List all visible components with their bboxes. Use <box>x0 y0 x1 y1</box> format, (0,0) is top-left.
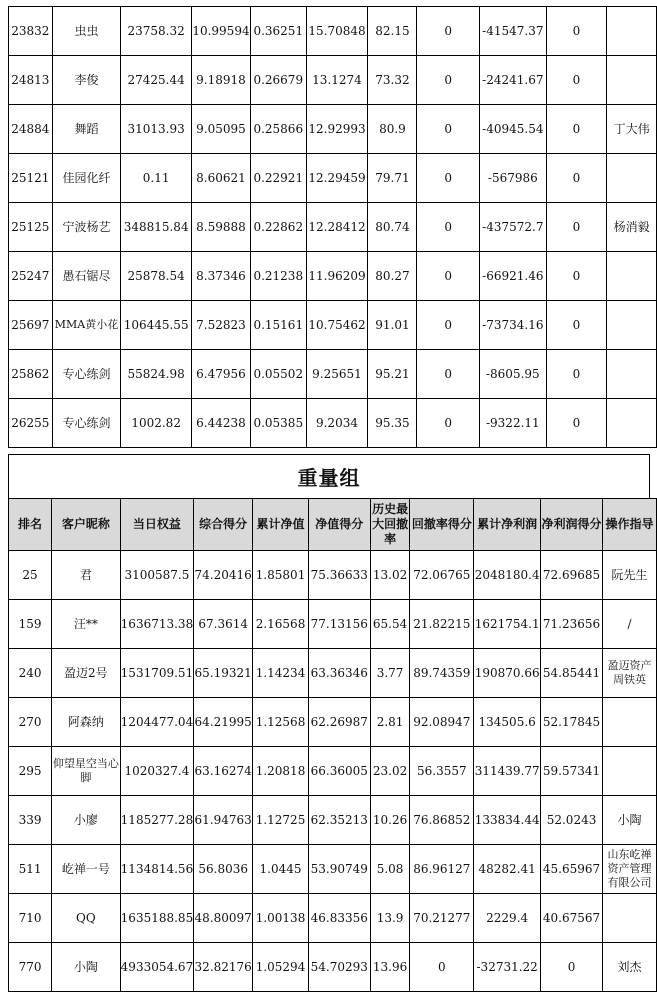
cell-guide <box>607 252 657 301</box>
cell-max-dd: 65.54 <box>370 600 410 649</box>
cell-max-dd: 0 <box>417 7 480 56</box>
cell-net-profit: -8605.95 <box>479 350 546 399</box>
cell-guide <box>602 698 656 747</box>
cell-guide <box>602 894 656 943</box>
cell-max-dd: 23.02 <box>370 747 410 796</box>
cell-dd-score: 21.82215 <box>410 600 474 649</box>
cell-nav-score: 77.13156 <box>308 600 370 649</box>
cell-np-score: 52.0243 <box>541 796 603 845</box>
cell-max-dd: 0 <box>417 105 480 154</box>
cell-name: 舞蹈 <box>52 105 121 154</box>
cell-rank: 23832 <box>9 7 53 56</box>
cell-name: 李俊 <box>52 56 121 105</box>
cell-score: 9.05095 <box>191 105 250 154</box>
cell-cum-nav: 1.85801 <box>253 551 309 600</box>
cell-cum-nav: 0.25866 <box>250 105 306 154</box>
cell-guide: 小陶 <box>602 796 656 845</box>
cell-cum-nav: 1.0445 <box>253 845 309 894</box>
cell-net-profit: 48282.41 <box>474 845 541 894</box>
cell-cum-nav: 0.21238 <box>250 252 306 301</box>
cell-rank: 511 <box>9 845 52 894</box>
cell-equity: 106445.55 <box>121 301 192 350</box>
cell-cum-nav: 0.22921 <box>250 154 306 203</box>
cell-guide: 阮先生 <box>602 551 656 600</box>
table-row <box>9 203 657 252</box>
cell-net-profit: 1621754.1 <box>474 600 541 649</box>
cell-dd-score: 82.15 <box>368 7 417 56</box>
cell-score: 61.94763 <box>194 796 253 845</box>
cell-max-dd: 3.77 <box>370 649 410 698</box>
cell-guide <box>607 154 657 203</box>
cell-dd-score: 72.06765 <box>410 551 474 600</box>
cell-rank: 240 <box>9 649 52 698</box>
cell-net-profit: -567986 <box>479 154 546 203</box>
cell-name: 小陶 <box>52 943 121 992</box>
table-row <box>9 105 657 154</box>
cell-rank: 26255 <box>9 399 53 448</box>
header-rank: 排名 <box>9 499 52 551</box>
table-row <box>9 649 657 698</box>
cell-dd-score: 80.9 <box>368 105 417 154</box>
cell-max-dd: 13.9 <box>370 894 410 943</box>
cell-np-score: 40.67567 <box>541 894 603 943</box>
cell-dd-score: 56.3557 <box>410 747 474 796</box>
table-row <box>9 600 657 649</box>
cell-max-dd: 0 <box>417 154 480 203</box>
cell-guide <box>607 7 657 56</box>
cell-rank: 295 <box>9 747 52 796</box>
cell-np-score: 0 <box>546 7 607 56</box>
cell-equity: 348815.84 <box>121 203 192 252</box>
cell-net-profit: 311439.77 <box>474 747 541 796</box>
cell-name: 屹禅一号 <box>52 845 121 894</box>
cell-nav-score: 62.35213 <box>308 796 370 845</box>
cell-dd-score: 86.96127 <box>410 845 474 894</box>
cell-np-score: 72.69685 <box>541 551 603 600</box>
cell-rank: 25247 <box>9 252 53 301</box>
cell-dd-score: 80.74 <box>368 203 417 252</box>
cell-score: 32.82176 <box>194 943 253 992</box>
cell-name: 愚石锯尽 <box>52 252 121 301</box>
cell-dd-score: 95.21 <box>368 350 417 399</box>
cell-net-profit: -9322.11 <box>479 399 546 448</box>
cell-max-dd: 10.26 <box>370 796 410 845</box>
cell-guide <box>602 747 656 796</box>
cell-np-score: 0 <box>546 350 607 399</box>
cell-nav-score: 46.83356 <box>308 894 370 943</box>
cell-nav-score: 54.70293 <box>308 943 370 992</box>
table-row <box>9 252 657 301</box>
cell-dd-score: 95.35 <box>368 399 417 448</box>
cell-rank: 159 <box>9 600 52 649</box>
cell-score: 8.37346 <box>191 252 250 301</box>
table-row <box>9 796 657 845</box>
cell-rank: 339 <box>9 796 52 845</box>
cell-dd-score: 79.71 <box>368 154 417 203</box>
cell-cum-nav: 0.26679 <box>250 56 306 105</box>
cell-score: 65.19321 <box>194 649 253 698</box>
cell-dd-score: 76.86852 <box>410 796 474 845</box>
cell-rank: 24813 <box>9 56 53 105</box>
cell-equity: 4933054.67 <box>120 943 194 992</box>
cell-equity: 1204477.04 <box>120 698 194 747</box>
cell-cum-nav: 1.14234 <box>253 649 309 698</box>
table-row <box>9 698 657 747</box>
cell-nav-score: 62.26987 <box>308 698 370 747</box>
cell-score: 48.80097 <box>194 894 253 943</box>
header-score: 综合得分 <box>194 499 253 551</box>
cell-cum-nav: 1.05294 <box>253 943 309 992</box>
cell-cum-nav: 0.36251 <box>250 7 306 56</box>
cell-score: 67.3614 <box>194 600 253 649</box>
cell-max-dd: 0 <box>417 399 480 448</box>
cell-score: 6.47956 <box>191 350 250 399</box>
cell-rank: 25697 <box>9 301 53 350</box>
cell-guide <box>607 301 657 350</box>
cell-guide: 刘杰 <box>602 943 656 992</box>
table-row <box>9 301 657 350</box>
cell-max-dd: 0 <box>417 56 480 105</box>
table-row <box>9 350 657 399</box>
cell-net-profit: 133834.44 <box>474 796 541 845</box>
cell-guide: / <box>602 600 656 649</box>
header-equity: 当日权益 <box>120 499 194 551</box>
cell-np-score: 0 <box>546 105 607 154</box>
cell-name: 仰望星空当心脚 <box>52 747 121 796</box>
cell-net-profit: -73734.16 <box>479 301 546 350</box>
cell-nav-score: 12.29459 <box>306 154 368 203</box>
cell-cum-nav: 1.12725 <box>253 796 309 845</box>
table-row <box>9 747 657 796</box>
cell-dd-score: 0 <box>410 943 474 992</box>
table-row <box>9 154 657 203</box>
cell-dd-score: 70.21277 <box>410 894 474 943</box>
cell-nav-score: 53.90749 <box>308 845 370 894</box>
cell-rank: 270 <box>9 698 52 747</box>
cell-rank: 25125 <box>9 203 53 252</box>
cell-nav-score: 11.96209 <box>306 252 368 301</box>
cell-nav-score: 13.1274 <box>306 56 368 105</box>
cell-nav-score: 75.36633 <box>308 551 370 600</box>
cell-rank: 24884 <box>9 105 53 154</box>
cell-nav-score: 12.28412 <box>306 203 368 252</box>
header-net-profit-score: 净利润得分 <box>541 499 603 551</box>
cell-rank: 25121 <box>9 154 53 203</box>
cell-cum-nav: 1.00138 <box>253 894 309 943</box>
header-drawdown-score: 回撤率得分 <box>410 499 474 551</box>
cell-nav-score: 66.36005 <box>308 747 370 796</box>
cell-np-score: 0 <box>546 203 607 252</box>
cell-net-profit: 2048180.4 <box>474 551 541 600</box>
header-net-profit: 累计净利润 <box>474 499 541 551</box>
cell-max-dd: 0 <box>417 350 480 399</box>
cell-guide: 盈迈资产周铁英 <box>602 649 656 698</box>
cell-guide: 山东屹禅资产管理有限公司 <box>602 845 656 894</box>
cell-score: 8.59888 <box>191 203 250 252</box>
cell-score: 9.18918 <box>191 56 250 105</box>
cell-name: 阿森纳 <box>52 698 121 747</box>
table-header-row <box>9 499 657 551</box>
cell-name: 佳园化纤 <box>52 154 121 203</box>
cell-net-profit: 190870.66 <box>474 649 541 698</box>
cell-score: 10.99594 <box>191 7 250 56</box>
cell-net-profit: -66921.46 <box>479 252 546 301</box>
cell-np-score: 0 <box>546 301 607 350</box>
cell-nav-score: 12.92993 <box>306 105 368 154</box>
cell-max-dd: 13.96 <box>370 943 410 992</box>
cell-equity: 1002.82 <box>121 399 192 448</box>
cell-rank: 25 <box>9 551 52 600</box>
header-nav-score: 净值得分 <box>308 499 370 551</box>
header-cum-nav: 累计净值 <box>253 499 309 551</box>
cell-max-dd: 5.08 <box>370 845 410 894</box>
cell-dd-score: 73.32 <box>368 56 417 105</box>
cell-np-score: 59.57341 <box>541 747 603 796</box>
cell-max-dd: 0 <box>417 203 480 252</box>
cell-name: 专心练剑 <box>52 399 121 448</box>
cell-cum-nav: 0.05385 <box>250 399 306 448</box>
header-name: 客户昵称 <box>52 499 121 551</box>
cell-np-score: 52.17845 <box>541 698 603 747</box>
cell-name: 汪** <box>52 600 121 649</box>
cell-rank: 770 <box>9 943 52 992</box>
cell-np-score: 54.85441 <box>541 649 603 698</box>
cell-equity: 1636713.38 <box>120 600 194 649</box>
cell-score: 64.21995 <box>194 698 253 747</box>
cell-np-score: 71.23656 <box>541 600 603 649</box>
table-row <box>9 943 657 992</box>
cell-equity: 1531709.51 <box>120 649 194 698</box>
cell-np-score: 0 <box>546 399 607 448</box>
cell-equity: 1635188.85 <box>120 894 194 943</box>
cell-nav-score: 9.2034 <box>306 399 368 448</box>
cell-equity: 25878.54 <box>121 252 192 301</box>
cell-guide <box>607 399 657 448</box>
heavy-group-table <box>8 498 657 992</box>
cell-nav-score: 9.25651 <box>306 350 368 399</box>
section-title-heavy-group: 重量组 <box>8 454 650 498</box>
cell-net-profit: -24241.67 <box>479 56 546 105</box>
light-group-table-continued <box>8 6 657 448</box>
table-row <box>9 56 657 105</box>
cell-equity: 55824.98 <box>121 350 192 399</box>
cell-net-profit: 134505.6 <box>474 698 541 747</box>
cell-name: 宁波杨艺 <box>52 203 121 252</box>
cell-name: 君 <box>52 551 121 600</box>
cell-equity: 27425.44 <box>121 56 192 105</box>
cell-nav-score: 15.70848 <box>306 7 368 56</box>
table-row <box>9 894 657 943</box>
cell-score: 6.44238 <box>191 399 250 448</box>
table-row <box>9 845 657 894</box>
cell-np-score: 0 <box>546 56 607 105</box>
cell-name: 小廖 <box>52 796 121 845</box>
cell-guide <box>607 56 657 105</box>
cell-dd-score: 91.01 <box>368 301 417 350</box>
cell-guide: 丁大伟 <box>607 105 657 154</box>
cell-name: MMA黄小花 <box>52 301 121 350</box>
cell-name: 盈迈2号 <box>52 649 121 698</box>
cell-dd-score: 80.27 <box>368 252 417 301</box>
cell-np-score: 0 <box>546 252 607 301</box>
table-row <box>9 399 657 448</box>
cell-np-score: 0 <box>541 943 603 992</box>
cell-guide <box>607 350 657 399</box>
cell-net-profit: -41547.37 <box>479 7 546 56</box>
table-row <box>9 7 657 56</box>
cell-nav-score: 63.36346 <box>308 649 370 698</box>
cell-score: 56.8036 <box>194 845 253 894</box>
cell-max-dd: 13.02 <box>370 551 410 600</box>
cell-score: 74.20416 <box>194 551 253 600</box>
cell-name: QQ <box>52 894 121 943</box>
cell-name: 专心练剑 <box>52 350 121 399</box>
cell-net-profit: 2229.4 <box>474 894 541 943</box>
cell-max-dd: 0 <box>417 252 480 301</box>
cell-score: 8.60621 <box>191 154 250 203</box>
cell-score: 7.52823 <box>191 301 250 350</box>
cell-equity: 1185277.28 <box>120 796 194 845</box>
cell-name: 虫虫 <box>52 7 121 56</box>
cell-equity: 1020327.4 <box>120 747 194 796</box>
cell-cum-nav: 0.05502 <box>250 350 306 399</box>
cell-dd-score: 89.74359 <box>410 649 474 698</box>
table-row <box>9 551 657 600</box>
cell-max-dd: 0 <box>417 301 480 350</box>
cell-net-profit: -32731.22 <box>474 943 541 992</box>
cell-net-profit: -437572.7 <box>479 203 546 252</box>
cell-score: 63.16274 <box>194 747 253 796</box>
cell-equity: 3100587.5 <box>120 551 194 600</box>
cell-np-score: 0 <box>546 154 607 203</box>
header-guide: 操作指导 <box>602 499 656 551</box>
cell-equity: 0.11 <box>121 154 192 203</box>
cell-cum-nav: 1.20818 <box>253 747 309 796</box>
cell-net-profit: -40945.54 <box>479 105 546 154</box>
header-max-drawdown: 历史最大回撤率 <box>370 499 410 551</box>
cell-rank: 25862 <box>9 350 53 399</box>
cell-max-dd: 2.81 <box>370 698 410 747</box>
cell-equity: 1134814.56 <box>120 845 194 894</box>
cell-nav-score: 10.75462 <box>306 301 368 350</box>
cell-cum-nav: 1.12568 <box>253 698 309 747</box>
cell-equity: 31013.93 <box>121 105 192 154</box>
cell-cum-nav: 0.22862 <box>250 203 306 252</box>
cell-rank: 710 <box>9 894 52 943</box>
cell-dd-score: 92.08947 <box>410 698 474 747</box>
cell-guide: 杨消毅 <box>607 203 657 252</box>
cell-equity: 23758.32 <box>121 7 192 56</box>
cell-cum-nav: 2.16568 <box>253 600 309 649</box>
cell-cum-nav: 0.15161 <box>250 301 306 350</box>
cell-np-score: 45.65967 <box>541 845 603 894</box>
